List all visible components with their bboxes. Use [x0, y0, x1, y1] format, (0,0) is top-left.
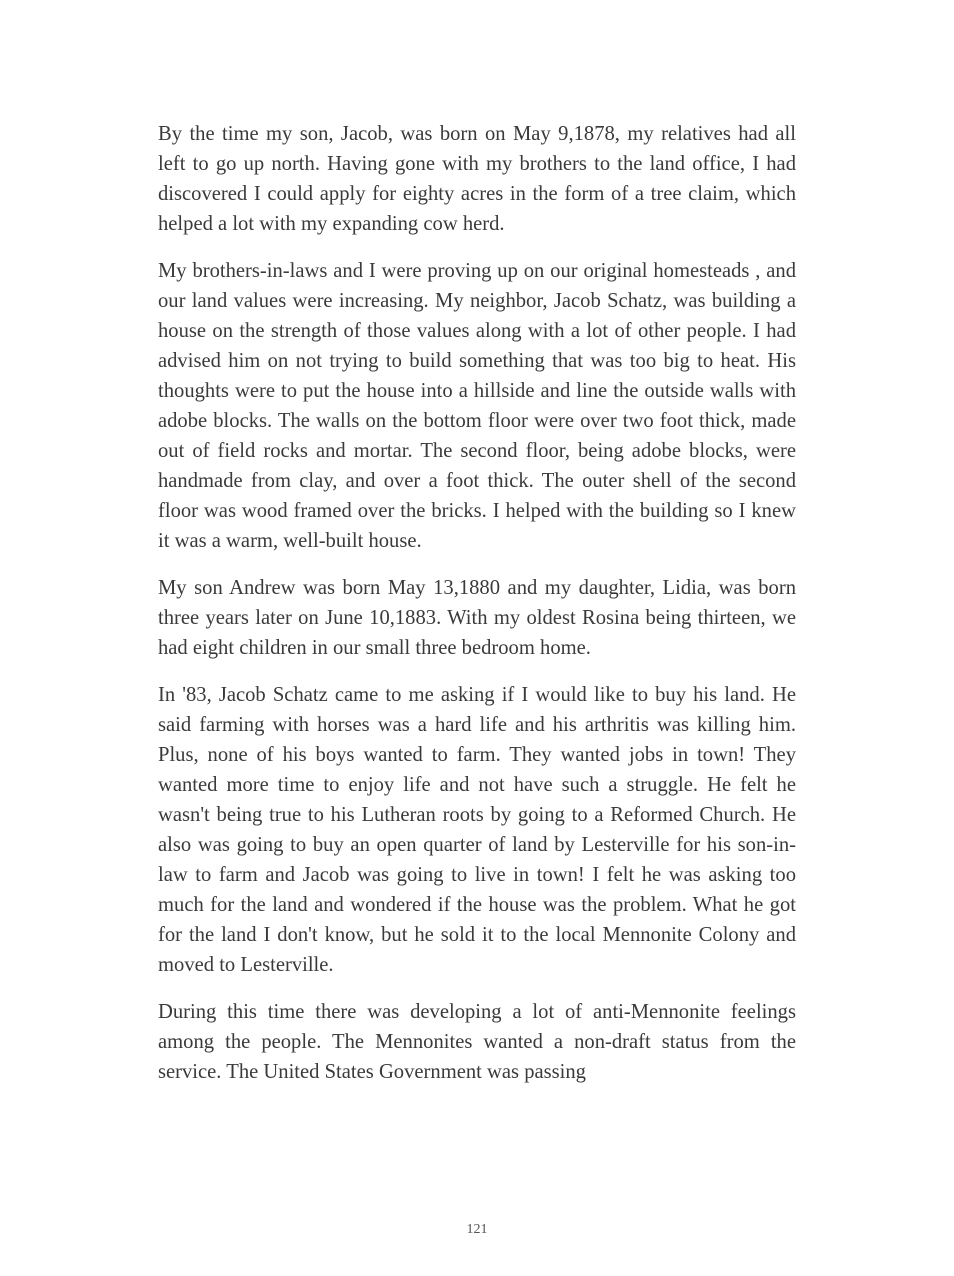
paragraph-2: My brothers-in-laws and I were proving up on our original homesteads , and our land values were increasing. My neighbor, Jacob Schatz, was building a house on the strength of those values along with a lot of other people. I had advised him on not trying to build something that was too big to heat. His thoughts were to put the house into a hillside and line the outside walls with adobe blocks. The walls on the bottom floor were over two foot thick, made out of field rocks and mortar. The second floor, being adobe blocks, were handmade from clay, and over a foot thick. The outer shell of the second floor was wood framed over the bricks. I helped with the building so I knew it was a warm, well-built house.: [158, 260, 796, 552]
paragraph-5: During this time there was developing a lot of anti-Mennonite feelings among the people. The Mennonites wanted a non-draft status from the service. The United States Government was passing: [158, 1001, 796, 1083]
page-number: 121: [466, 1222, 488, 1237]
paragraph-3: My son Andrew was born May 13,1880 and my daughter, Lidia, was born three years later on June 10,1883. With my oldest Rosina being thirteen, we had eight children in our small three bedroom home.: [158, 577, 796, 659]
paragraph-1: By the time my son, Jacob, was born on May 9,1878, my relatives had all left to go up north. Having gone with my brothers to the land office, I had discovered I could apply for eighty acres in the form of a tree claim, which helped a lot with my expanding cow herd.: [158, 123, 796, 235]
body-text: [158, 119, 796, 1104]
paragraph-4: In '83, Jacob Schatz came to me asking if I would like to buy his land. He said farming with horses was a hard life and his arthritis was killing him. Plus, none of his boys wanted to farm. They wanted jobs in town! They wanted more time to enjoy life and not have such a struggle. He felt he wasn't being true to his Lutheran roots by going to a Reformed Church. He also was going to buy an open quarter of land by Lesterville for his son-in-law to farm and Jacob was going to live in town! I felt he was asking too much for the land and wondered if the house was the problem. What he got for the land I don't know, but he sold it to the local Mennonite Colony and moved to Lesterville.: [158, 684, 796, 976]
